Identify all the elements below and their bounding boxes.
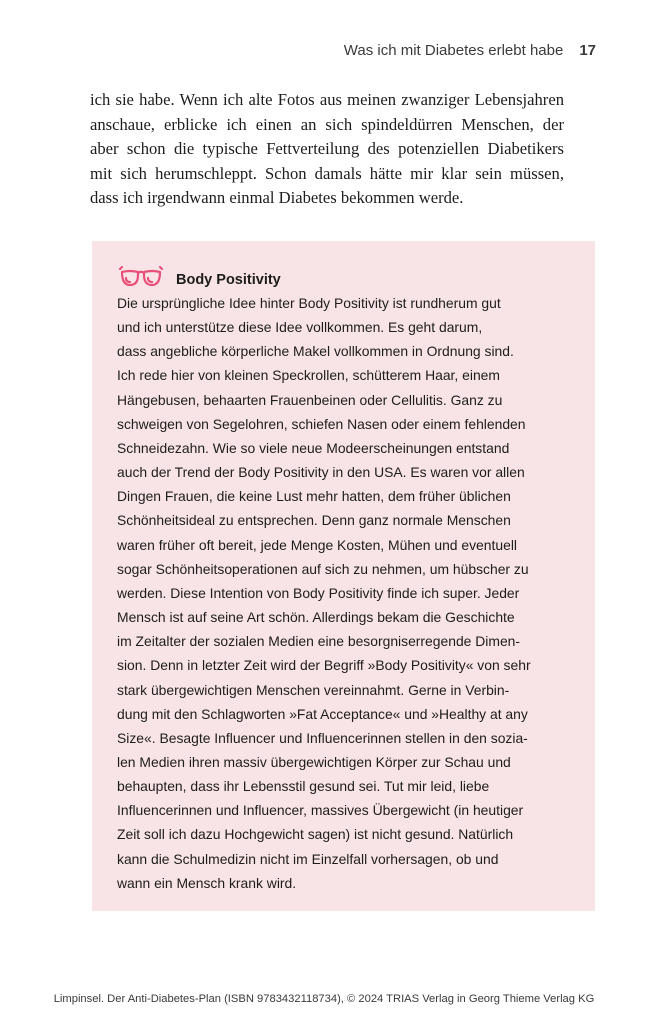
copyright-footer: Limpinsel. Der Anti-Diabetes-Plan (ISBN 9783432118734), © 2024 TRIAS Verlag in Georg Thieme Verlag KG [53,993,595,1005]
page-number: 17 [579,42,596,59]
box-line: im Zeitalter der sozialen Medien eine besorgniserregende Dimen- [117,633,521,650]
box-line: Size«. Besagte Influencer und Influencerinnen stellen in den sozia- [117,729,528,746]
running-header [344,42,596,59]
box-line: Schönheitsideal zu entsprechen. Denn ganz normale Menschen [117,512,511,529]
box-line: kann die Schulmedizin nicht im Einzelfall vorhersagen, ob und [117,850,499,867]
body-line: dass ich irgendwann einmal Diabetes bekommen werde. [90,188,464,208]
info-box-text [117,291,577,895]
info-box-heading [117,261,577,291]
body-line: anschaue, erblicke ich einen an sich spindeldürren Menschen, der [90,114,564,134]
box-line: stark übergewichtigen Menschen vereinnahmt. Gerne in Verbin- [117,681,510,698]
box-line: Dingen Frauen, die keine Lust mehr hatten, dem früher üblichen [117,488,511,505]
box-line: werden. Diese Intention von Body Positivity finde ich super. Jeder [117,584,520,601]
box-line: Hängebusen, behaarten Frauenbeinen oder Cellulitis. Ganz zu [117,391,503,408]
box-line: Schneidezahn. Wie so viele neue Modeerscheinungen entstand [117,439,510,456]
box-line: len Medien ihren massiv übergewichtigen Körper zur Schau und [117,753,511,770]
body-line: mit sich herumschleppt. Schon damals hätte mir klar sein müssen, [90,163,564,183]
box-line: schweigen von Segelohren, schiefen Nasen oder einem fehlenden [117,415,526,432]
box-line: dung mit den Schlagworten »Fat Acceptance« und »Healthy at any [117,705,528,722]
box-line: sion. Denn in letzter Zeit wird der Begriff »Body Positivity« von sehr [117,657,531,674]
info-box-title: Body Positivity [176,271,281,288]
info-box [92,241,595,911]
body-line: ich sie habe. Wenn ich alte Fotos aus meinen zwanziger Lebensjahren [90,90,564,109]
box-line: Ich rede hier von kleinen Speckrollen, schütterem Haar, einem [117,367,500,384]
box-line: Influencerinnen und Influencer, massives Übergewicht (in heutiger [117,802,524,819]
box-line: Zeit soll ich dazu Hochgewicht sagen) ist nicht gesund. Natürlich [117,826,514,843]
box-line: wann ein Mensch krank wird. [117,874,297,891]
box-line: dass angebliche körperliche Makel vollkommen in Ordnung sind. [117,343,514,360]
box-line: Die ursprüngliche Idee hinter Body Positivity ist rundherum gut [117,295,501,311]
box-line: sogar Schönheitsoperationen auf sich zu nehmen, um hübscher zu [117,560,529,577]
box-line: behaupten, dass ihr Lebensstil gesund sei. Tut mir leid, liebe [117,778,490,795]
body-paragraph [90,88,564,211]
box-line: Mensch ist auf seine Art schön. Allerdings bekam die Geschichte [117,609,515,626]
box-line: auch der Trend der Body Positivity in den USA. Es waren vor allen [117,464,525,481]
info-box-content [117,261,577,895]
body-line: aber schon die typische Fettverteilung des potenziellen Diabetikers [90,139,564,159]
box-line: und ich unterstütze diese Idee vollkommen. Es geht darum, [117,319,483,336]
running-title: Was ich mit Diabetes erlebt habe [343,42,564,59]
glasses-icon [118,263,164,289]
box-line: waren früher oft bereit, jede Menge Kosten, Mühen und eventuell [117,536,517,553]
